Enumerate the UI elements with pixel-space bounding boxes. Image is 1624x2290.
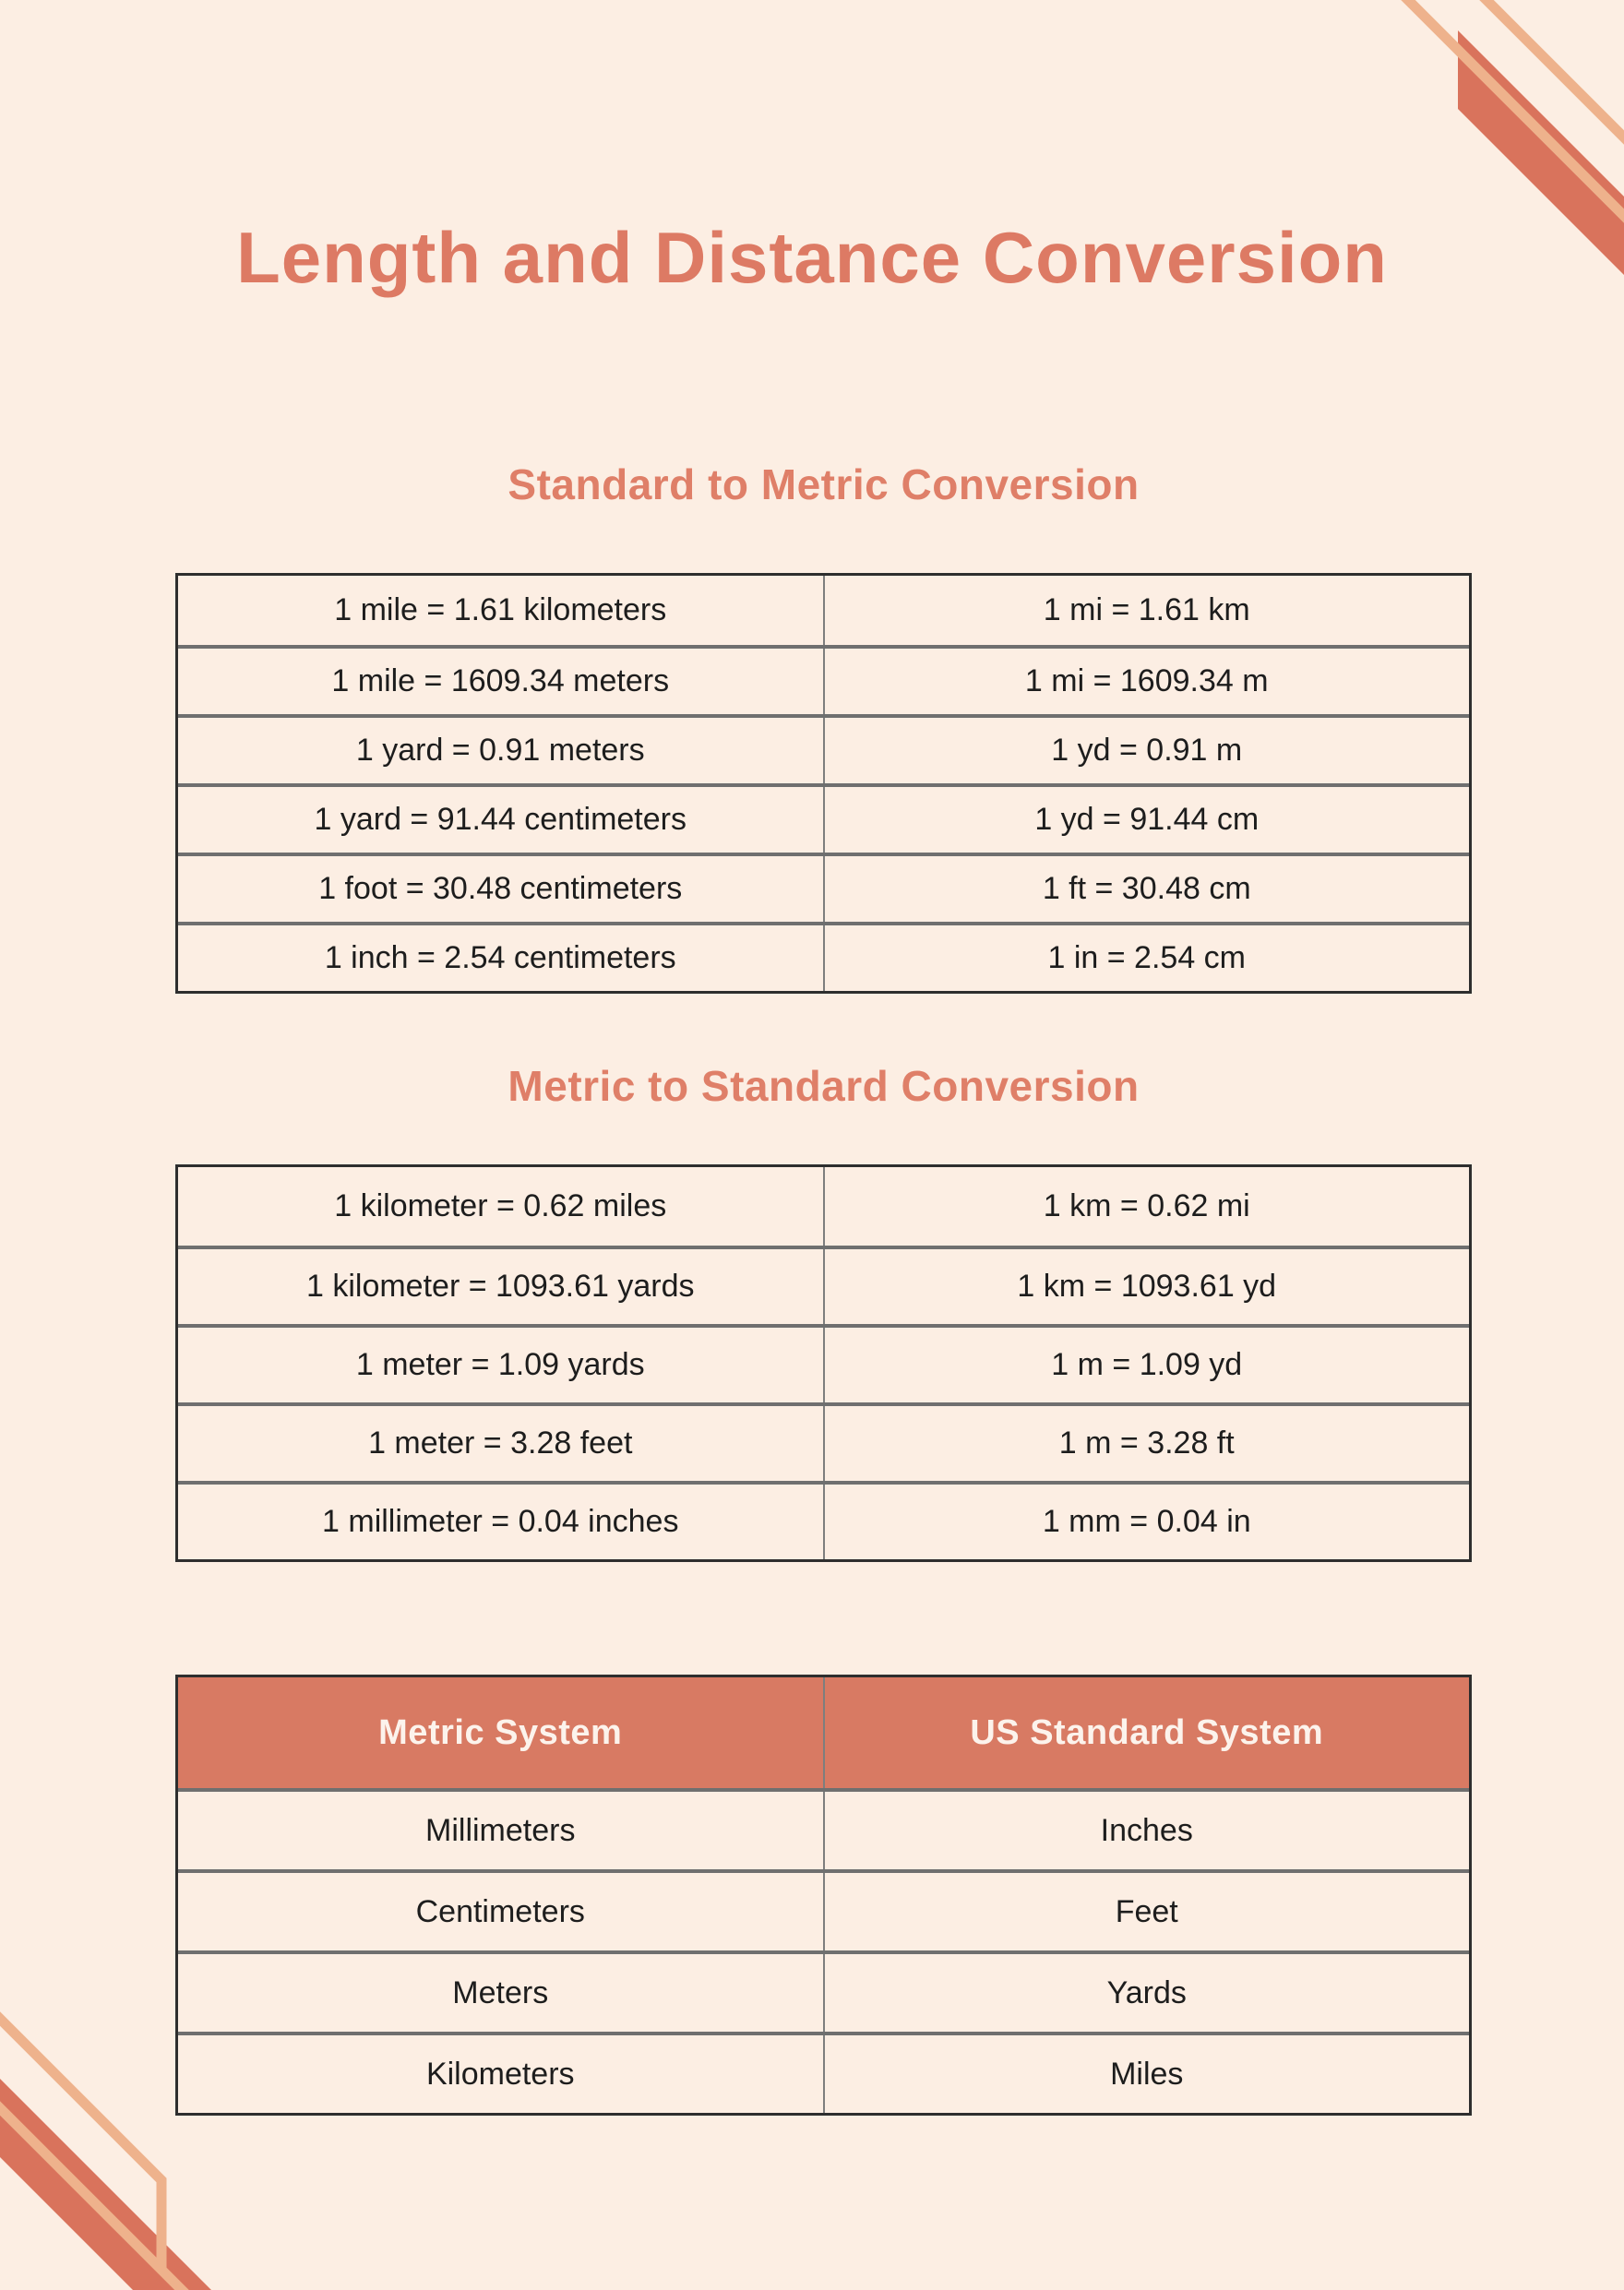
header-cell-metric-system: Metric System	[378, 1712, 623, 1752]
table-row	[178, 783, 1469, 853]
table-cell: Miles	[823, 2035, 1470, 2113]
table-cell: 1 ft = 30.48 cm	[823, 856, 1470, 922]
table-row	[178, 714, 1469, 783]
header-cell-us-standard-system: US Standard System	[823, 1677, 1470, 1788]
table-cell: 1 mile = 1.61 kilometers	[334, 592, 667, 627]
table-cell: 1 m = 1.09 yd	[823, 1328, 1470, 1402]
metric-to-standard-table	[175, 1164, 1472, 1562]
table-row	[178, 1869, 1469, 1950]
table-cell: 1 yd = 91.44 cm	[823, 787, 1470, 853]
table-cell: 1 in = 2.54 cm	[823, 925, 1470, 991]
table-cell: 1 meter = 1.09 yards	[355, 1347, 645, 1382]
table-cell: Kilometers	[425, 2056, 575, 2092]
table-row	[178, 1167, 1469, 1246]
systems-comparison-table	[175, 1675, 1472, 2116]
section-heading-standard-to-metric: Standard to Metric Conversion	[508, 460, 1140, 508]
table-row	[178, 1402, 1469, 1481]
table-cell: Millimeters	[425, 1812, 576, 1848]
table-cell: 1 mi = 1609.34 m	[823, 649, 1470, 714]
table-cell: 1 mile = 1609.34 meters	[331, 663, 670, 698]
table-row	[178, 922, 1469, 991]
table-cell: 1 m = 3.28 ft	[823, 1406, 1470, 1481]
table-row	[178, 576, 1469, 645]
table-cell: 1 mi = 1.61 km	[823, 576, 1470, 645]
table-cell: 1 km = 1093.61 yd	[823, 1249, 1470, 1324]
table-cell: Yards	[823, 1954, 1470, 2032]
table-cell: 1 km = 0.62 mi	[823, 1167, 1470, 1246]
table-cell: 1 mm = 0.04 in	[823, 1485, 1470, 1559]
standard-to-metric-table	[175, 573, 1472, 994]
table-cell: Inches	[823, 1792, 1470, 1869]
table-cell: 1 inch = 2.54 centimeters	[324, 940, 676, 975]
table-row	[178, 2032, 1469, 2113]
table-cell: 1 foot = 30.48 centimeters	[318, 871, 683, 906]
table-cell: 1 kilometer = 1093.61 yards	[305, 1269, 695, 1304]
table-row	[178, 1950, 1469, 2032]
table-cell: 1 meter = 3.28 feet	[368, 1425, 633, 1461]
table-cell: 1 kilometer = 0.62 miles	[334, 1188, 667, 1223]
table-cell: 1 millimeter = 0.04 inches	[322, 1504, 679, 1539]
table-cell: Meters	[452, 1974, 549, 2010]
table-cell: 1 yard = 0.91 meters	[355, 733, 645, 768]
table-cell: 1 yard = 91.44 centimeters	[314, 802, 687, 837]
page-title: Length and Distance Conversion	[236, 217, 1388, 298]
section-heading-metric-to-standard: Metric to Standard Conversion	[508, 1062, 1140, 1110]
table-cell: 1 yd = 0.91 m	[823, 718, 1470, 783]
table-row	[178, 645, 1469, 714]
table-row	[178, 1788, 1469, 1869]
table-row	[178, 1481, 1469, 1559]
table-cell: Centimeters	[415, 1893, 585, 1929]
table-row	[178, 853, 1469, 922]
table-cell: Feet	[823, 1873, 1470, 1950]
table-row	[178, 1246, 1469, 1324]
table-row	[178, 1324, 1469, 1402]
table-header-row	[178, 1677, 1469, 1788]
